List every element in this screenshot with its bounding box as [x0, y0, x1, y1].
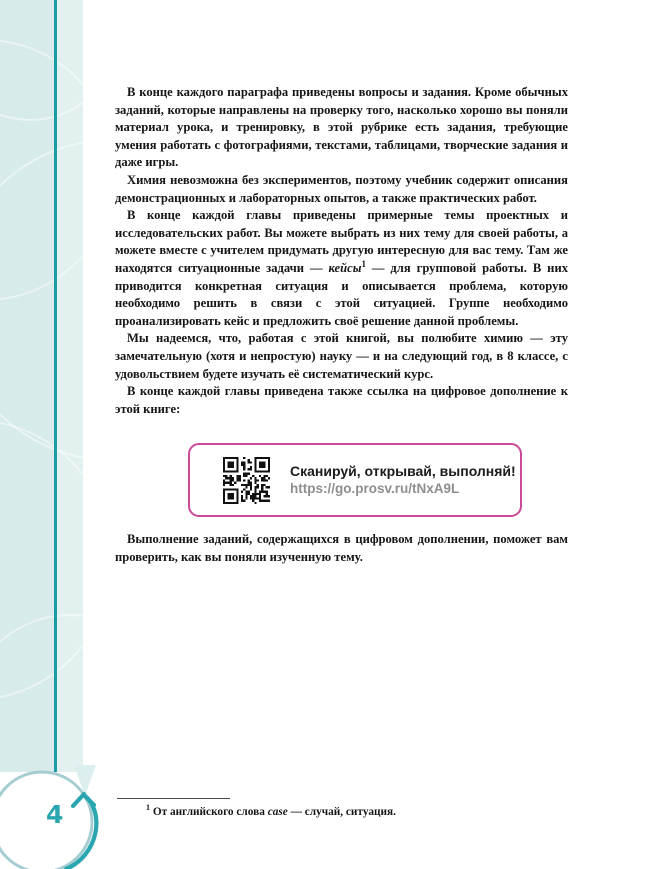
qr-panel-url: https://go.prosv.ru/tNxA9L — [290, 481, 460, 497]
side-vertical-line — [54, 0, 57, 772]
footnote — [115, 798, 568, 819]
paragraph-3-text-after: — для групповой работы. В них приводится конкретная ситуация и описывается проблема, которую необходимо решить в связи с этой ситуацией. Группе необходимо проанализировать кейс и предложить своё решение данной проблемы. — [115, 260, 568, 328]
qr-panel — [188, 443, 522, 517]
footnote-text-before: От английского слова — [150, 806, 268, 818]
paragraph-2: Химия невозможна без экспериментов, поэтому учебник содержит описания демонстрационных и лабораторных опытов, а также практических работ. — [115, 172, 568, 205]
paragraph-6: Выполнение заданий, содержащихся в цифровом дополнении, поможет вам проверить, как вы поняли изученную тему. — [115, 532, 568, 564]
footnote-term-case: case — [267, 806, 288, 818]
footnote-number: 1 — [146, 803, 150, 813]
footnote-text — [115, 805, 568, 819]
side-strip-decoration — [0, 0, 83, 772]
qr-panel-title: Сканируй, открывай, выполняй! — [290, 463, 516, 480]
paragraph-3-text: В конце каждой главы приведены примерные темы проектных и исследовательских работ. Вы можете выбрать из них тему для своей работы, а можете вместе с учителем придумать другую интересную для вас тему. Там же находятся ситуационные задачи — — [115, 208, 568, 275]
paragraph-5: В конце каждой главы приведена также ссылка на цифровое дополнение к этой книге: — [115, 384, 568, 416]
paragraph-4: Мы надеемся, что, работая с этой книгой, вы полюбите химию — эту замечательную (хотя и непростую) науку — и на следующий год, в 8 классе, с удовольствием будете изучать её систематический курс. — [115, 331, 568, 381]
footnote-text-after: — случай, ситуация. — [287, 806, 396, 818]
footnote-reference: 1 — [361, 258, 366, 269]
qr-panel-text — [290, 463, 516, 497]
qr-code — [223, 457, 270, 504]
term-keisy: кейсы — [328, 260, 362, 275]
paragraph-1: В конце каждого параграфа приведены вопросы и задания. Кроме обычных заданий, которые направлены на проверку того, насколько хорошо вы поняли материал урока, и тренировку, в этой рубрике есть задания, требующие умения работать с фотографиями, текстами, таблицами, творческие задания и даже игры. — [115, 85, 568, 170]
decorative-arcs — [0, 0, 83, 772]
paragraph-3 — [115, 207, 568, 330]
page-content — [115, 84, 568, 566]
page-number: 4 — [46, 800, 64, 829]
footnote-divider — [117, 798, 230, 799]
